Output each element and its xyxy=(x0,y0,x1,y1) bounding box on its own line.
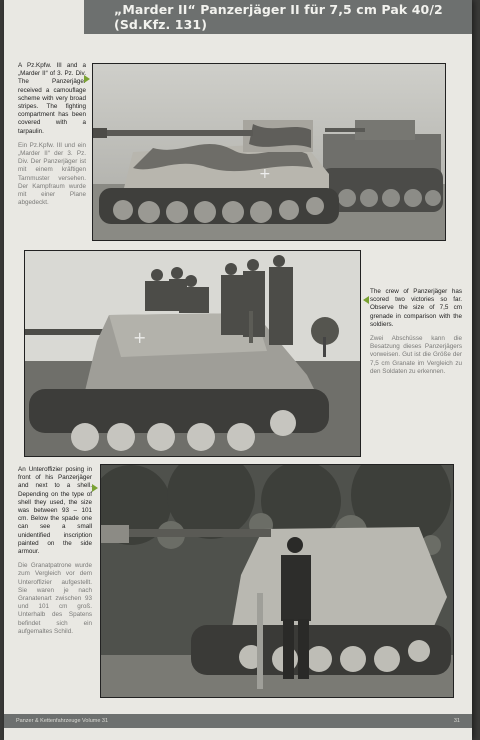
photo-3-image xyxy=(101,465,453,697)
photo-1-caption-en: A Pz.Kpfw. III and a „Marder II“ of 3. Pz. Div. The Panzerjäger received a camouflage scheme with very broad stripes. The fighting compartment has been covered with a tarpaulin. xyxy=(18,62,86,135)
photo-1 xyxy=(92,63,446,241)
photo-1-caption-de: Ein Pz.Kpfw. III und ein „Marder II“ der 3. Pz. Div. Der Panzerjäger ist mit einem kräftigen Tarnmuster versehen. Der Kampfraum wurde mit einer Plane abgedeckt. xyxy=(18,141,86,207)
photo-3-caption xyxy=(18,466,92,636)
photo-2-caption-de: Zwei Abschüsse kann die Besatzung dieses Panzerjägers vorweisen. Gut ist die Größe der 7,5 cm Granate im Vergleich zu den Soldaten zu erkennen. xyxy=(370,335,462,375)
pointer-arrow-icon xyxy=(84,75,90,83)
marder-ii-tank xyxy=(93,120,339,224)
photo-1-caption xyxy=(18,62,86,207)
photo-2 xyxy=(24,250,361,457)
page-number: 31 xyxy=(453,718,460,724)
shell xyxy=(257,593,263,689)
photo-3-caption-en: An Unteroffizier posing in front of his Panzerjäger and next to a shell. Depending on the type of shell they used, the size was between 93 – 101 cm. Below the spade one can see a small unidentified inscription painted on the side armour. xyxy=(18,466,92,556)
svg-text:+: + xyxy=(133,328,147,347)
photo-2-caption xyxy=(370,288,462,376)
pointer-arrow-icon xyxy=(92,484,98,492)
footer-publication: Panzer & Kettenfahrzeuge Volume 31 xyxy=(16,718,109,724)
page-header xyxy=(84,0,472,34)
photo-1-image xyxy=(93,64,445,240)
page-footer xyxy=(4,714,472,728)
svg-text:+: + xyxy=(259,166,271,182)
photo-2-caption-en: The crew of Panzerjäger has scored two victories so far. Observe the size of 7,5 cm grenade in comparison with the soldiers. xyxy=(370,288,462,328)
photo-2-image xyxy=(25,251,360,456)
book-page xyxy=(4,0,472,740)
photo-3-caption-de: Die Granatpatrone wurde zum Vergleich vor dem Unteroffizier aufgestellt. Sie waren je nach Granatenart zwischen 93 und 101 cm groß. Unterhalb des Spatens befindet sich ein aufgemaltes Schild. xyxy=(18,562,92,635)
shell xyxy=(249,311,253,343)
photo-3 xyxy=(100,464,454,698)
page-title: „Marder II“ Panzerjäger II für 7,5 cm Pak 40/2 (Sd.Kfz. 131) xyxy=(114,2,443,32)
pointer-arrow-icon xyxy=(363,296,369,304)
